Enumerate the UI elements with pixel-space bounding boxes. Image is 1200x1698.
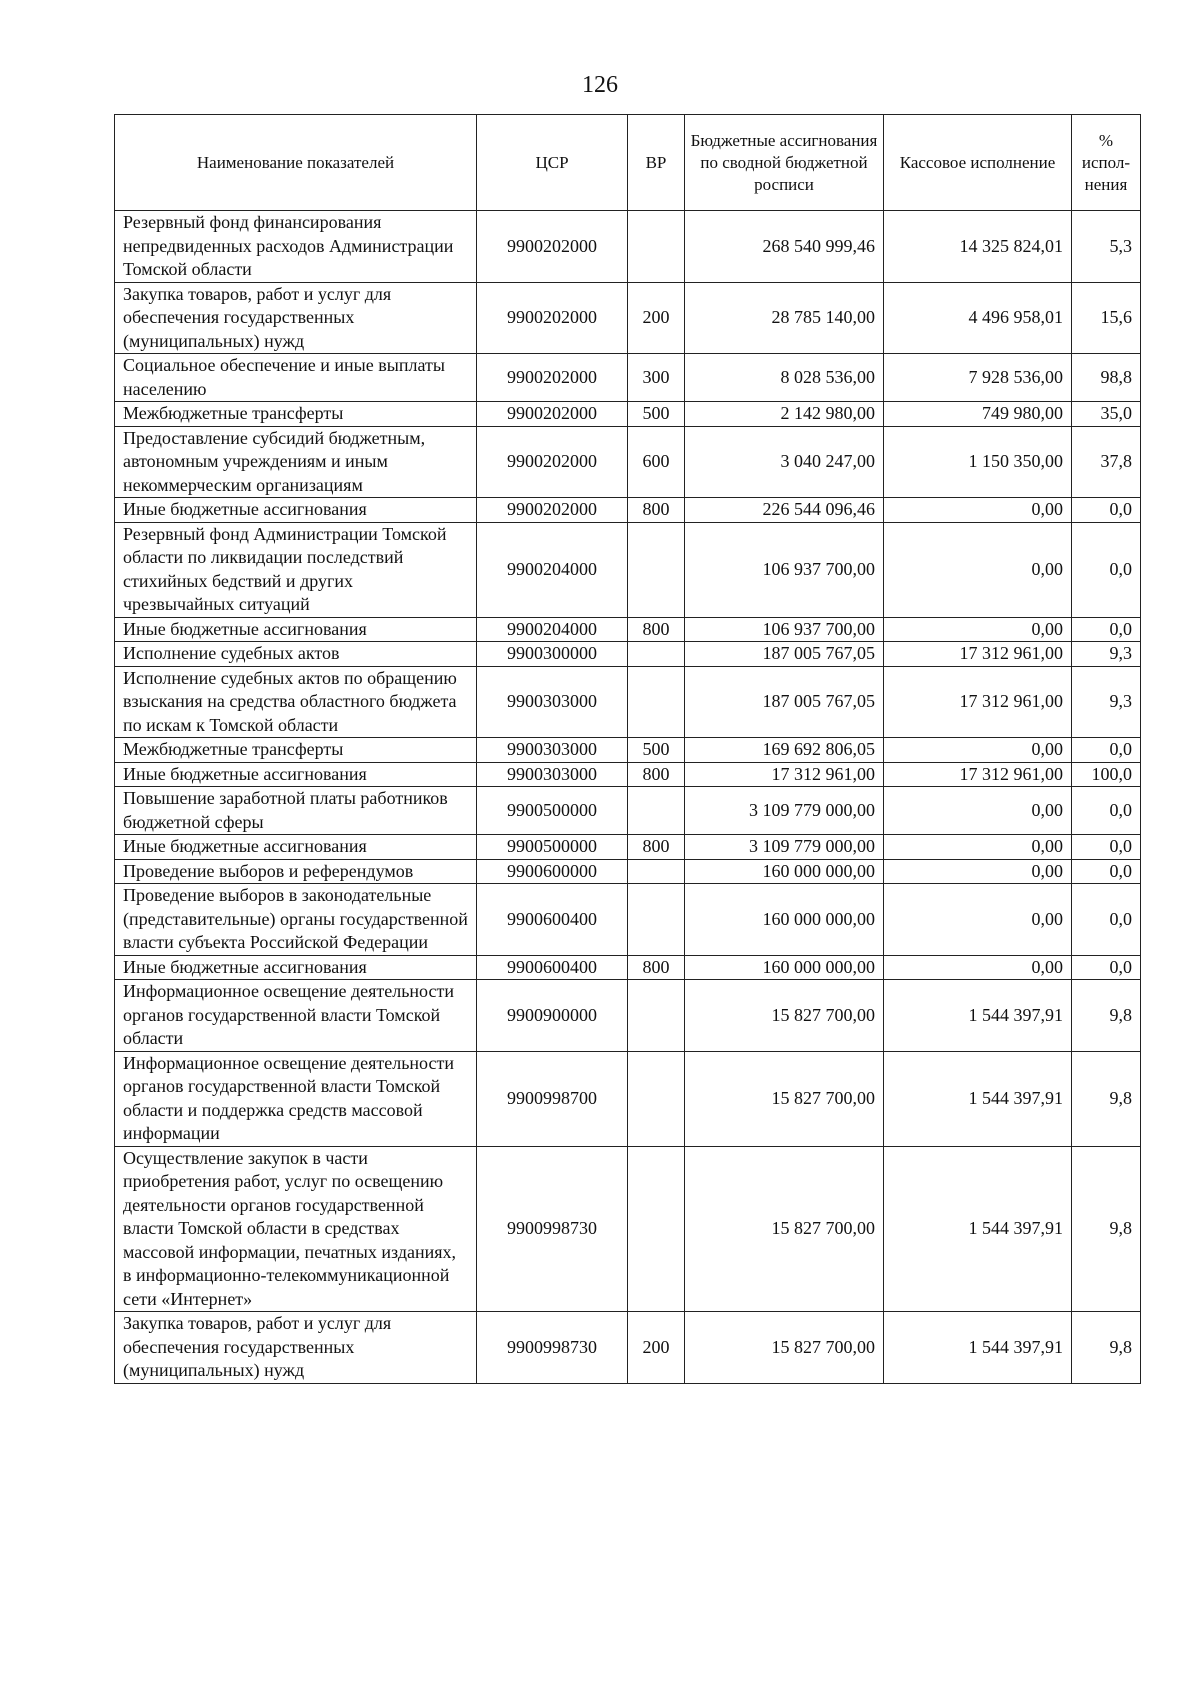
- row-name: Предоставление субсидий бюджетным, автономным учреждениям и иным некоммерческим организациям: [115, 426, 477, 498]
- row-pct: 9,8: [1072, 1146, 1141, 1312]
- row-csr: 9900303000: [477, 738, 628, 763]
- row-pct: 98,8: [1072, 354, 1141, 402]
- table-row: [115, 426, 1141, 498]
- row-vr: [628, 859, 685, 884]
- row-pct: 0,0: [1072, 859, 1141, 884]
- row-pct: 9,8: [1072, 1051, 1141, 1146]
- row-budget: 8 028 536,00: [685, 354, 884, 402]
- row-pct: 37,8: [1072, 426, 1141, 498]
- row-csr: 9900303000: [477, 666, 628, 738]
- row-budget: 226 544 096,46: [685, 498, 884, 523]
- row-pct: 0,0: [1072, 522, 1141, 617]
- row-vr: [628, 787, 685, 835]
- row-pct: 9,3: [1072, 666, 1141, 738]
- row-pct: 0,0: [1072, 738, 1141, 763]
- table-row: [115, 522, 1141, 617]
- row-csr: 9900202000: [477, 402, 628, 427]
- row-csr: 9900600400: [477, 955, 628, 980]
- row-name: Повышение заработной платы работников бюджетной сферы: [115, 787, 477, 835]
- page-number: 126: [582, 72, 618, 98]
- row-cash: 4 496 958,01: [884, 282, 1072, 354]
- table-row: [115, 1312, 1141, 1384]
- table-row: [115, 884, 1141, 956]
- row-cash: 1 544 397,91: [884, 980, 1072, 1052]
- row-cash: 0,00: [884, 738, 1072, 763]
- table-body: [115, 211, 1141, 1384]
- table-row: [115, 211, 1141, 283]
- row-cash: 0,00: [884, 955, 1072, 980]
- row-budget: 187 005 767,05: [685, 666, 884, 738]
- table-row: [115, 955, 1141, 980]
- row-budget: 3 040 247,00: [685, 426, 884, 498]
- row-vr: 500: [628, 402, 685, 427]
- table-row: [115, 282, 1141, 354]
- table-row: [115, 402, 1141, 427]
- header-pct: % испол-нения: [1072, 115, 1141, 211]
- row-name: Иные бюджетные ассигнования: [115, 617, 477, 642]
- row-vr: [628, 1146, 685, 1312]
- row-pct: 0,0: [1072, 835, 1141, 860]
- row-csr: 9900500000: [477, 787, 628, 835]
- row-budget: 106 937 700,00: [685, 617, 884, 642]
- header-row: [115, 115, 1141, 211]
- row-pct: 15,6: [1072, 282, 1141, 354]
- row-cash: 0,00: [884, 787, 1072, 835]
- row-pct: 35,0: [1072, 402, 1141, 427]
- header-name: Наименование показателей: [115, 115, 477, 211]
- row-vr: [628, 1051, 685, 1146]
- row-cash: 749 980,00: [884, 402, 1072, 427]
- row-csr: 9900202000: [477, 354, 628, 402]
- table-row: [115, 617, 1141, 642]
- row-name: Иные бюджетные ассигнования: [115, 762, 477, 787]
- table-row: [115, 1051, 1141, 1146]
- row-pct: 0,0: [1072, 787, 1141, 835]
- row-pct: 100,0: [1072, 762, 1141, 787]
- row-name: Резервный фонд финансирования непредвиденных расходов Администрации Томской области: [115, 211, 477, 283]
- row-pct: 9,8: [1072, 1312, 1141, 1384]
- table-row: [115, 835, 1141, 860]
- row-cash: 0,00: [884, 522, 1072, 617]
- row-name: Иные бюджетные ассигнования: [115, 835, 477, 860]
- row-pct: 9,3: [1072, 642, 1141, 667]
- row-budget: 106 937 700,00: [685, 522, 884, 617]
- row-pct: 9,8: [1072, 980, 1141, 1052]
- row-pct: 0,0: [1072, 617, 1141, 642]
- row-budget: 187 005 767,05: [685, 642, 884, 667]
- row-budget: 15 827 700,00: [685, 1051, 884, 1146]
- table-row: [115, 1146, 1141, 1312]
- row-name: Межбюджетные трансферты: [115, 402, 477, 427]
- row-name: Исполнение судебных актов по обращению взыскания на средства областного бюджета по искам к Томской области: [115, 666, 477, 738]
- row-name: Межбюджетные трансферты: [115, 738, 477, 763]
- row-cash: 14 325 824,01: [884, 211, 1072, 283]
- row-csr: 9900998730: [477, 1312, 628, 1384]
- row-name: Закупка товаров, работ и услуг для обеспечения государственных (муниципальных) нужд: [115, 1312, 477, 1384]
- row-pct: 0,0: [1072, 498, 1141, 523]
- row-csr: 9900500000: [477, 835, 628, 860]
- header-cash: Кассовое исполнение: [884, 115, 1072, 211]
- table-header: [115, 115, 1141, 211]
- row-csr: 9900900000: [477, 980, 628, 1052]
- header-csr: ЦСР: [477, 115, 628, 211]
- row-vr: 200: [628, 1312, 685, 1384]
- row-csr: 9900204000: [477, 617, 628, 642]
- row-budget: 15 827 700,00: [685, 980, 884, 1052]
- row-cash: 1 544 397,91: [884, 1312, 1072, 1384]
- row-budget: 3 109 779 000,00: [685, 835, 884, 860]
- header-budget: Бюджетные ассигнования по сводной бюджетной росписи: [685, 115, 884, 211]
- table-row: [115, 354, 1141, 402]
- row-budget: 28 785 140,00: [685, 282, 884, 354]
- table-row: [115, 666, 1141, 738]
- row-pct: 0,0: [1072, 884, 1141, 956]
- row-cash: 0,00: [884, 884, 1072, 956]
- row-vr: [628, 522, 685, 617]
- row-csr: 9900600000: [477, 859, 628, 884]
- row-csr: 9900300000: [477, 642, 628, 667]
- row-cash: 17 312 961,00: [884, 642, 1072, 667]
- row-vr: 800: [628, 498, 685, 523]
- row-budget: 15 827 700,00: [685, 1312, 884, 1384]
- row-vr: 800: [628, 955, 685, 980]
- row-name: Проведение выборов и референдумов: [115, 859, 477, 884]
- table-row: [115, 762, 1141, 787]
- row-cash: 1 150 350,00: [884, 426, 1072, 498]
- row-name: Иные бюджетные ассигнования: [115, 498, 477, 523]
- row-cash: 7 928 536,00: [884, 354, 1072, 402]
- row-budget: 160 000 000,00: [685, 955, 884, 980]
- row-vr: 800: [628, 835, 685, 860]
- row-budget: 160 000 000,00: [685, 884, 884, 956]
- row-cash: 1 544 397,91: [884, 1146, 1072, 1312]
- row-cash: 0,00: [884, 859, 1072, 884]
- row-cash: 0,00: [884, 498, 1072, 523]
- row-cash: 0,00: [884, 835, 1072, 860]
- row-vr: [628, 666, 685, 738]
- row-budget: 3 109 779 000,00: [685, 787, 884, 835]
- table-row: [115, 980, 1141, 1052]
- row-name: Осуществление закупок в части приобретения работ, услуг по освещению деятельности органов государственной власти Томской области в средствах массовой информации, печатных изданиях, в информационно-телекоммуникационной сети «Интернет»: [115, 1146, 477, 1312]
- row-vr: [628, 884, 685, 956]
- row-vr: [628, 980, 685, 1052]
- row-budget: 169 692 806,05: [685, 738, 884, 763]
- row-pct: 5,3: [1072, 211, 1141, 283]
- row-vr: 300: [628, 354, 685, 402]
- row-name: Исполнение судебных актов: [115, 642, 477, 667]
- table-row: [115, 738, 1141, 763]
- row-name: Информационное освещение деятельности органов государственной власти Томской области и поддержка средств массовой информации: [115, 1051, 477, 1146]
- row-vr: [628, 642, 685, 667]
- row-name: Информационное освещение деятельности органов государственной власти Томской области: [115, 980, 477, 1052]
- row-name: Иные бюджетные ассигнования: [115, 955, 477, 980]
- row-csr: 9900303000: [477, 762, 628, 787]
- table-row: [115, 787, 1141, 835]
- row-csr: 9900204000: [477, 522, 628, 617]
- row-budget: 268 540 999,46: [685, 211, 884, 283]
- header-vr: ВР: [628, 115, 685, 211]
- row-name: Социальное обеспечение и иные выплаты населению: [115, 354, 477, 402]
- row-budget: 17 312 961,00: [685, 762, 884, 787]
- row-cash: 17 312 961,00: [884, 666, 1072, 738]
- row-name: Резервный фонд Администрации Томской области по ликвидации последствий стихийных бедствий и других чрезвычайных ситуаций: [115, 522, 477, 617]
- row-cash: 0,00: [884, 617, 1072, 642]
- row-csr: 9900998700: [477, 1051, 628, 1146]
- row-budget: 160 000 000,00: [685, 859, 884, 884]
- table-row: [115, 859, 1141, 884]
- row-csr: 9900202000: [477, 211, 628, 283]
- row-csr: 9900202000: [477, 426, 628, 498]
- row-vr: [628, 211, 685, 283]
- row-csr: 9900202000: [477, 282, 628, 354]
- row-cash: 17 312 961,00: [884, 762, 1072, 787]
- row-budget: 15 827 700,00: [685, 1146, 884, 1312]
- row-vr: 800: [628, 617, 685, 642]
- row-vr: 600: [628, 426, 685, 498]
- budget-execution-table: [114, 114, 1141, 1384]
- row-budget: 2 142 980,00: [685, 402, 884, 427]
- row-name: Закупка товаров, работ и услуг для обеспечения государственных (муниципальных) нужд: [115, 282, 477, 354]
- row-vr: 500: [628, 738, 685, 763]
- table-row: [115, 498, 1141, 523]
- row-name: Проведение выборов в законодательные (представительные) органы государственной власти субъекта Российской Федерации: [115, 884, 477, 956]
- row-csr: 9900600400: [477, 884, 628, 956]
- row-csr: 9900202000: [477, 498, 628, 523]
- table-row: [115, 642, 1141, 667]
- row-csr: 9900998730: [477, 1146, 628, 1312]
- row-vr: 800: [628, 762, 685, 787]
- row-pct: 0,0: [1072, 955, 1141, 980]
- row-cash: 1 544 397,91: [884, 1051, 1072, 1146]
- row-vr: 200: [628, 282, 685, 354]
